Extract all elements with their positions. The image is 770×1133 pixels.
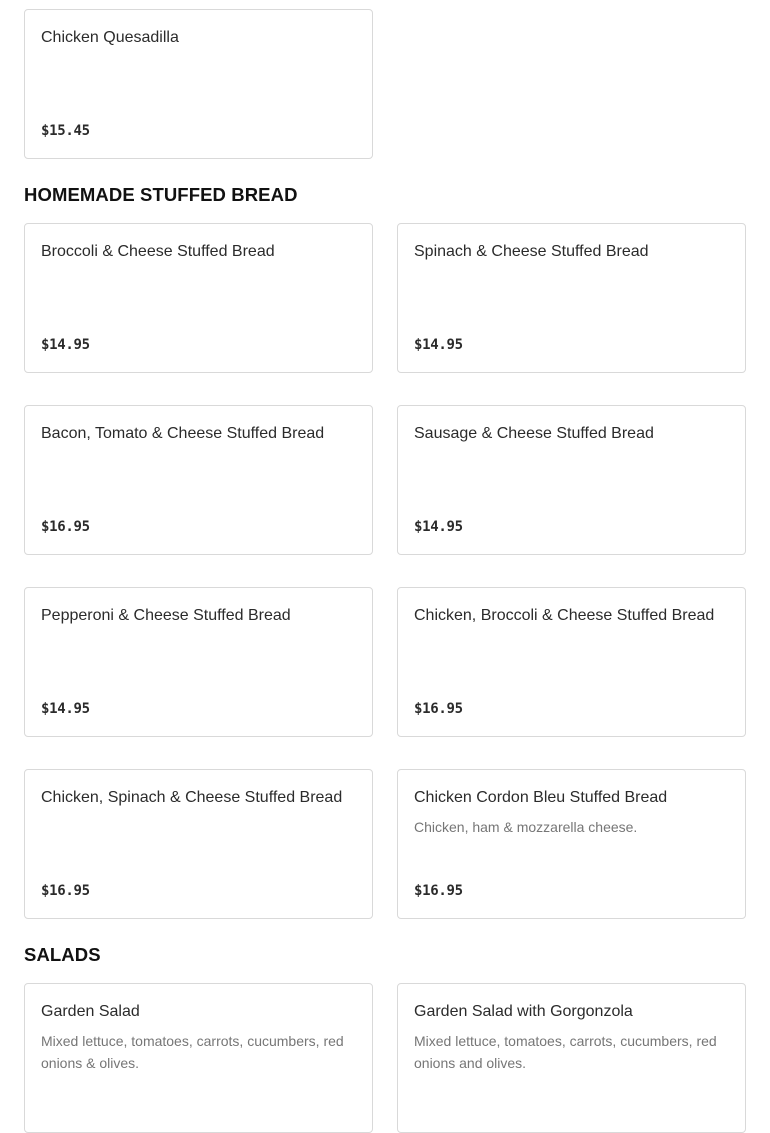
menu-item-price: $15.45 [41, 123, 90, 139]
menu-item-name: Garden Salad with Gorgonzola [414, 1003, 633, 1020]
menu-item-price: $14.95 [41, 337, 90, 353]
menu-item-card[interactable] [397, 983, 746, 1133]
menu-item-name: Chicken Quesadilla [41, 29, 179, 46]
menu-item-name: Chicken, Broccoli & Cheese Stuffed Bread [414, 607, 715, 624]
menu-item-price: $14.95 [414, 337, 463, 353]
menu-item-name: Spinach & Cheese Stuffed Bread [414, 243, 649, 260]
menu-item-price: $16.95 [414, 883, 463, 899]
menu-item-price: $16.95 [41, 519, 90, 535]
menu-item-price: $14.95 [414, 519, 463, 535]
menu-item-name: Bacon, Tomato & Cheese Stuffed Bread [41, 425, 325, 442]
menu-item-name: Chicken, Spinach & Cheese Stuffed Bread [41, 789, 343, 806]
menu-item-card[interactable] [24, 587, 373, 737]
menu-item-card[interactable] [24, 405, 373, 555]
menu-item-description: Mixed lettuce, tomatoes, carrots, cucumbers, red onions and olives. [414, 1033, 717, 1071]
section-title-salads: SALADS [24, 944, 101, 965]
menu-item-card[interactable] [24, 983, 373, 1133]
menu-item-card[interactable] [397, 223, 746, 373]
menu-item-name: Chicken Cordon Bleu Stuffed Bread [414, 789, 668, 806]
menu-item-price: $16.95 [414, 701, 463, 717]
menu-item-price: $16.95 [41, 883, 90, 899]
menu-item-description: Chicken, ham & mozzarella cheese. [414, 819, 638, 835]
menu-item-price: $14.95 [41, 701, 90, 717]
menu-item-name: Broccoli & Cheese Stuffed Bread [41, 243, 275, 260]
menu-item-card[interactable] [24, 769, 373, 919]
menu-item-name: Sausage & Cheese Stuffed Bread [414, 425, 654, 442]
menu-item-description: Mixed lettuce, tomatoes, carrots, cucumbers, red onions & olives. [41, 1033, 344, 1071]
menu-item-name: Pepperoni & Cheese Stuffed Bread [41, 607, 291, 624]
menu-item-name: Garden Salad [41, 1003, 140, 1020]
section-title-stuffed-bread: HOMEMADE STUFFED BREAD [24, 184, 298, 205]
menu-item-card[interactable] [397, 769, 746, 919]
menu-item-card[interactable] [397, 405, 746, 555]
menu-item-card[interactable] [397, 587, 746, 737]
menu-item-card[interactable] [24, 9, 373, 159]
menu-item-card[interactable] [24, 223, 373, 373]
